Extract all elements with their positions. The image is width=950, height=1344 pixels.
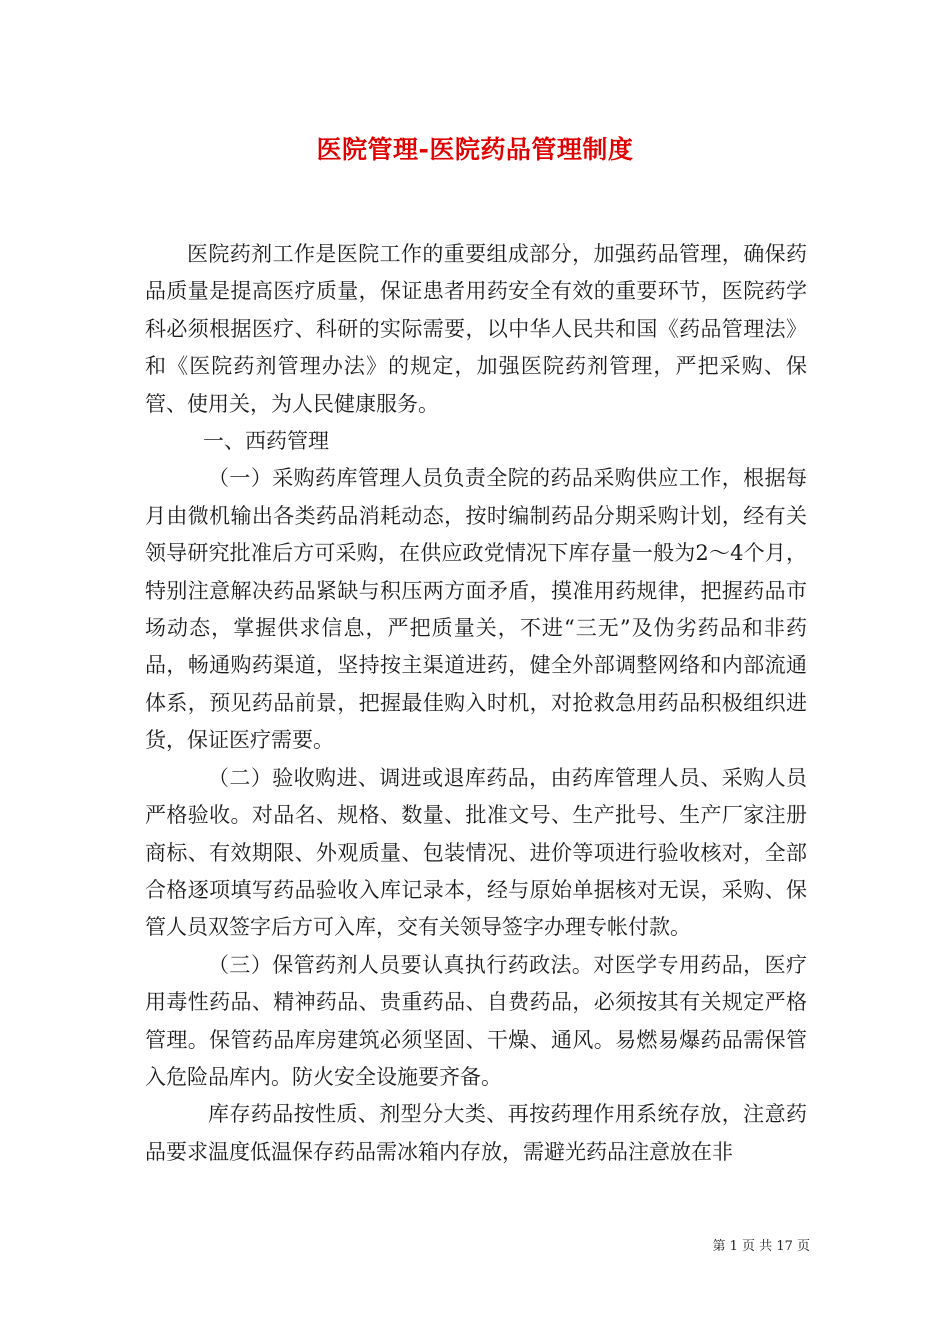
section-heading-western-medicine: 一、西药管理 (203, 429, 329, 454)
document-body (145, 236, 807, 1171)
page-number: 第 1 页 共 17 页 (712, 1239, 810, 1254)
paragraph-item-1: （一）采购药库管理人员负责全院的药品采购供应工作，根据每月由微机输出各类药品消耗动态，按时编制药品分期采购计划，经有关领导研究批准后方可采购，在供应政党情况下库存量一般为2～4个月，特别注意解决药品紧缺与积压两方面矛盾，摸准用药规律，把握药品市场动态，掌握供求信息，严把质量关，不进“三无”及伪劣药品和非药品，畅通购药渠道，坚持按主渠道进药，健全外部调整网络和内部流通体系，预见药品前景，把握最佳购入时机，对抢救急用药品积极组织进货，保证医疗需要。 (145, 466, 807, 753)
intro-paragraph: 医院药剂工作是医院工作的重要组成部分，加强药品管理，确保药品质量是提高医疗质量，保证患者用药安全有效的重要环节，医院药学科必须根据医疗、科研的实际需要，以中华人民共和国《药品管理法》和《医院药剂管理办法》的规定，加强医院药剂管理，严把采购、保管、使用关，为人民健康服务。 (145, 242, 807, 416)
document-title: 医院管理-医院药品管理制度 (316, 135, 634, 164)
paragraph-item-2: （二）验收购进、调进或退库药品，由药库管理人员、采购人员严格验收。对品名、规格、数量、批准文号、生产批号、生产厂家注册商标、有效期限、外观质量、包装情况、进价等项进行验收核对，全部合格逐项填写药品验收入库记录本，经与原始单据核对无误，采购、保管人员双签字后方可入库，交有关领导签字办理专帐付款。 (145, 765, 807, 940)
paragraph-item-3: （三）保管药剂人员要认真执行药政法。对医学专用药品，医疗用毒性药品、精神药品、贵重药品、自费药品，必须按其有关规定严格管理。保管药品库房建筑必须坚固、干燥、通风。易燃易爆药品需保管入危险品库内。防火安全设施要齐备。 (145, 952, 807, 1089)
paragraph-item-4: 库存药品按性质、剂型分大类、再按药理作用系统存放，注意药品要求温度低温保存药品需冰箱内存放，需避光药品注意放在非 (145, 1102, 807, 1164)
